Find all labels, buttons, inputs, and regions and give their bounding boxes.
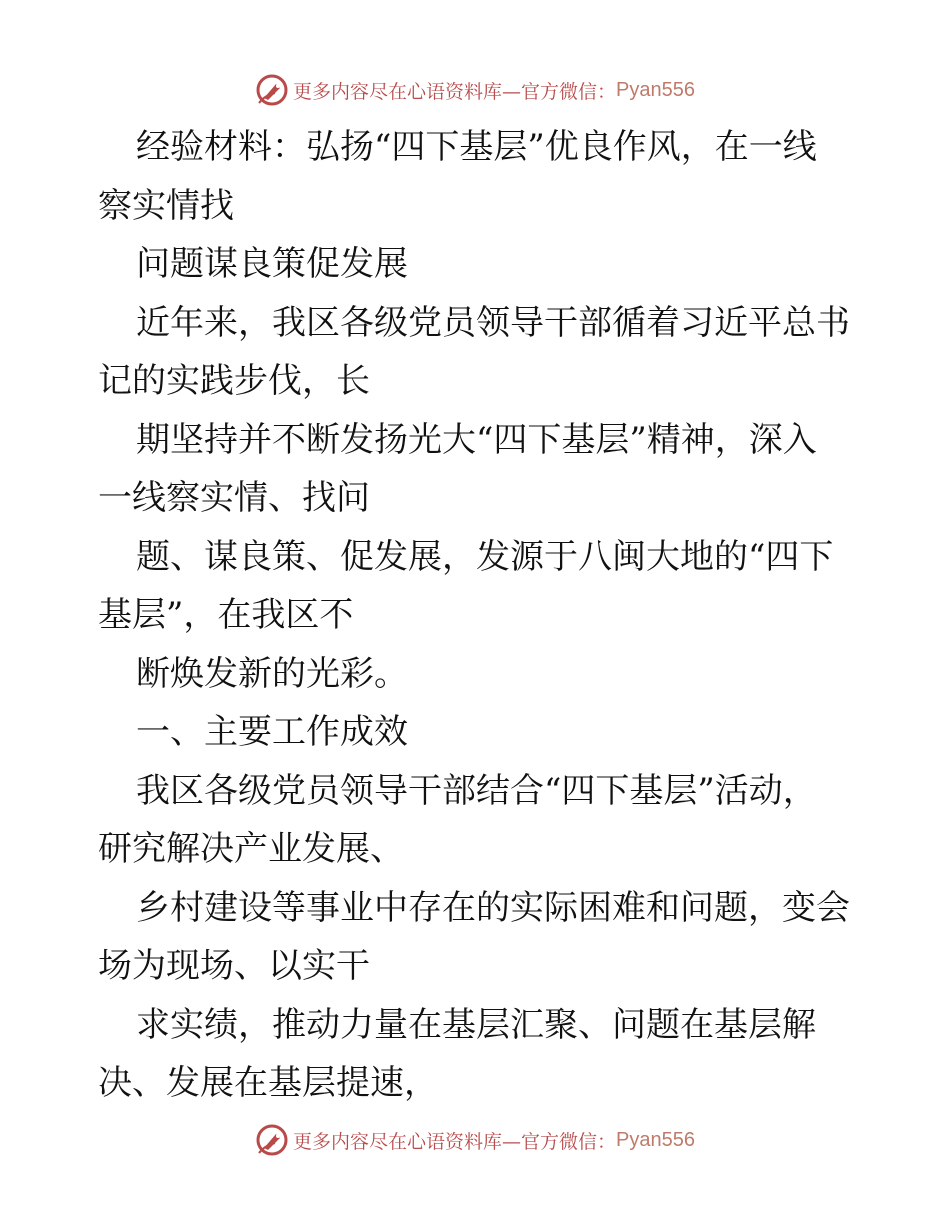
text-line: 断焕发新的光彩。 xyxy=(136,653,408,694)
text-line: 察实情找 xyxy=(98,185,234,226)
header-watermark xyxy=(0,70,950,110)
text-line: 决、发展在基层提速， xyxy=(98,1063,438,1103)
watermark-text: 更多内容尽在心语资料库—官方微信： xyxy=(293,80,617,103)
footer-watermark xyxy=(0,1120,950,1160)
text-line: 经验材料：弘扬“四下基层”优良作风，在一线 xyxy=(136,127,817,167)
text-line: 近年来，我区各级党员领导干部循着习近平总书 xyxy=(136,302,850,343)
watermark-wechat-id: Pyan556 xyxy=(616,78,695,101)
text-line: 期坚持并不断发扬光大“四下基层”精神，深入 xyxy=(136,419,817,460)
document-body xyxy=(98,118,858,1113)
pen-nib-circle-icon xyxy=(255,1123,289,1157)
text-line: 求实绩，推动力量在基层汇聚、问题在基层解 xyxy=(136,1004,816,1045)
text-line: 我区各级党员领导干部结合“四下基层”活动， xyxy=(136,770,817,811)
text-line: 基层”，在我区不 xyxy=(98,595,354,635)
text-line: 问题谋良策促发展 xyxy=(136,244,408,284)
text-line: 记的实践步伐，长 xyxy=(98,361,370,401)
watermark-text: 更多内容尽在心语资料库—官方微信： xyxy=(293,1130,617,1153)
text-line: 场为现场、以实干 xyxy=(98,946,370,986)
text-line: 一线察实情、找问 xyxy=(98,478,370,518)
watermark-wechat-id: Pyan556 xyxy=(616,1128,695,1151)
text-line: 乡村建设等事业中存在的实际困难和问题，变会 xyxy=(136,887,850,928)
text-line: 一、主要工作成效 xyxy=(136,712,408,752)
text-line: 研究解决产业发展、 xyxy=(98,829,404,869)
text-line: 题、谋良策、促发展，发源于八闽大地的“四下 xyxy=(136,536,834,577)
pen-nib-circle-icon xyxy=(255,73,289,107)
